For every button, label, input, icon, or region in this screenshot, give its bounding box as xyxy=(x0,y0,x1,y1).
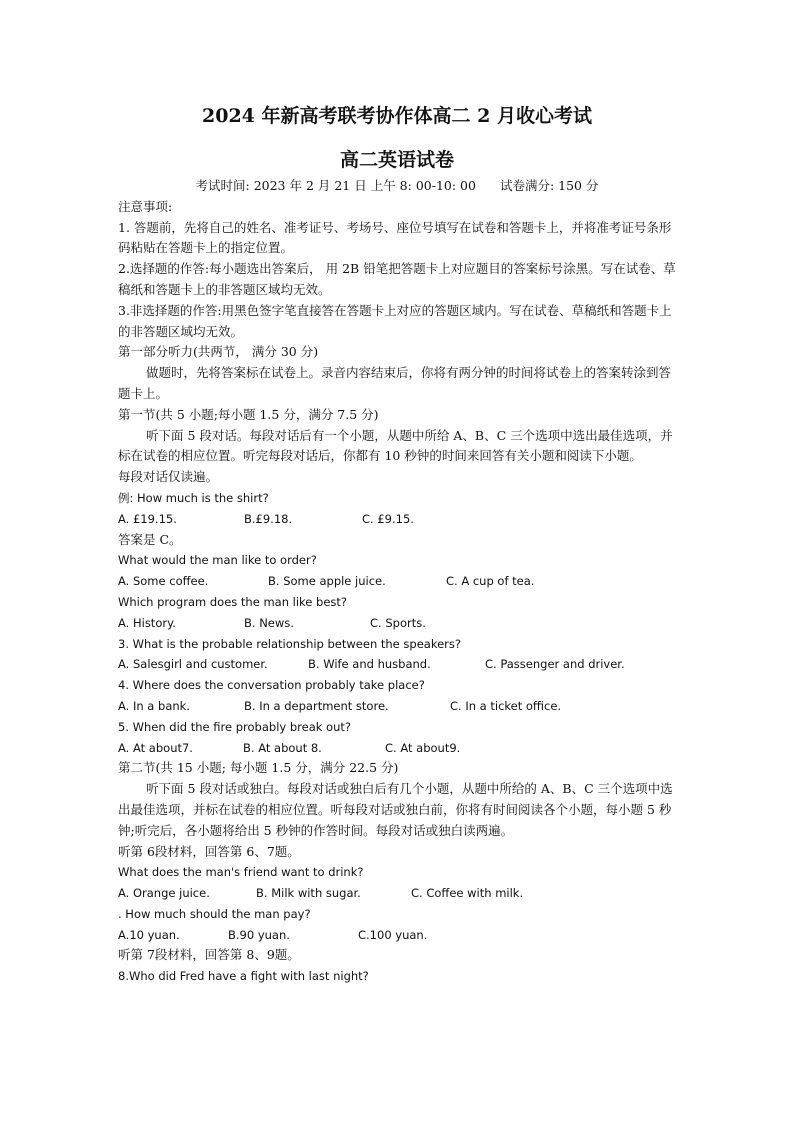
question-text: What does the man's friend want to drink? xyxy=(118,865,364,880)
exam-subtitle: 高二英语试卷 xyxy=(339,149,454,171)
option-a: A. History. xyxy=(118,615,176,630)
exam-meta xyxy=(118,176,676,197)
exam-title: 2024 年新高考联考协作体高二 2 月收心考试 xyxy=(202,105,592,127)
section1-heading: 第一节(共 5 小题;每小题 1.5 分，满分 7.5 分) xyxy=(118,406,379,422)
option-a: A. Salesgirl and customer. xyxy=(118,657,268,672)
section1-instruction: 听下面 5 段对话。每段对话后有一个小题，从题中所给 A、B、C 三个选项中选出最佳选项，并标在试卷的相应位置。听完每段对话后，你都有 10 秒钟的时间来回答有关小题和阅读下小题。 xyxy=(118,427,673,464)
example-options xyxy=(118,509,676,530)
option-b: B. News. xyxy=(244,615,294,630)
option-b: B. Wife and husband. xyxy=(308,657,431,672)
question-text: What would the man like to order? xyxy=(118,553,317,568)
section1-note: 每段对话仅读遍。 xyxy=(118,469,219,485)
material-6-note: 听第 6段材料，回答第 6、7题。 xyxy=(118,843,300,859)
option-a: A. £19.15. xyxy=(118,511,177,526)
option-c: C. Sports. xyxy=(370,615,426,630)
material-7-note: 听第 7段材料，回答第 8、9题。 xyxy=(118,947,300,963)
option-c: C. £9.15. xyxy=(362,511,414,526)
question-text: 3. What is the probable relationship between the speakers? xyxy=(118,636,461,651)
question-text: 5. When did the fire probably break out? xyxy=(118,719,351,734)
option-a: A. At about7. xyxy=(118,740,193,755)
option-b: B.£9.18. xyxy=(244,511,293,526)
question-options xyxy=(118,738,676,759)
notes-heading: 注意事项: xyxy=(118,198,173,214)
question-text: 4. Where does the conversation probably take place? xyxy=(118,678,425,693)
option-c: C.100 yuan. xyxy=(358,927,428,942)
option-b: B. In a department store. xyxy=(244,698,389,713)
option-c: C. Passenger and driver. xyxy=(485,657,625,672)
option-c: C. Coffee with milk. xyxy=(411,886,524,901)
question-options xyxy=(118,696,676,717)
option-b: B. Some apple juice. xyxy=(268,574,386,589)
option-a: A. Orange juice. xyxy=(118,886,210,901)
question-options xyxy=(118,883,676,904)
note-item: 2.选择题的作答:每小题选出答案后， 用 2B 铅笔把答题卡上对应题目的答案标号涂黑。写在试卷、草稿纸和答题卡上的非答题区域均无效。 xyxy=(118,261,676,297)
option-b: B. Milk with sugar. xyxy=(256,886,361,901)
full-score: 试卷满分: 150 分 xyxy=(499,178,599,193)
question-options xyxy=(118,654,676,675)
option-b: B.90 yuan. xyxy=(228,927,290,942)
question-options xyxy=(118,925,676,946)
exam-time: 考试时间: 2023 年 2 月 21 日 上午 8: 00-10: 00 xyxy=(195,178,476,193)
question-text: 8.Who did Fred have a fight with last night? xyxy=(118,969,369,984)
part1-instruction: 做题时，先将答案标在试卷上。录音内容结束后，你将有两分钟的时间将试卷上的答案转涂到答题卡上。 xyxy=(118,365,672,401)
option-c: C. In a ticket office. xyxy=(450,698,562,713)
section2-instruction: 听下面 5 段对话或独白。每段对话或独白后有几个小题，从题中所给的 A、B、C 三个选项中选出最佳选项，并标在试卷的相应位置。听每段对话或独白前，你将有时间阅读各个小题，每小题 5 秒钟;听完后，各小题将给出 5 秒钟的作答时间。每段对话或独白读两遍。 xyxy=(118,781,673,838)
note-item: 3.非选择题的作答:用黑色签字笔直接答在答题卡上对应的答题区域内。写在试卷、草稿纸和答题卡上的非答题区域均无效。 xyxy=(118,302,672,339)
section2-heading: 第二节(共 15 小题; 每小题 1.5 分，满分 22.5 分) xyxy=(118,760,399,776)
question-text: Which program does the man like best? xyxy=(118,594,347,609)
example-question: 例: How much is the shirt? xyxy=(118,490,269,505)
option-a: A. In a bank. xyxy=(118,698,190,713)
option-b: B. At about 8. xyxy=(243,740,322,755)
example-answer: 答案是 C。 xyxy=(118,531,182,547)
option-a: A.10 yuan. xyxy=(118,927,180,942)
option-c: C. A cup of tea. xyxy=(446,574,535,589)
question-options xyxy=(118,571,676,592)
option-a: A. Some coffee. xyxy=(118,574,209,589)
question-options xyxy=(118,613,676,634)
option-c: C. At about9. xyxy=(385,740,461,755)
question-text: . How much should the man pay? xyxy=(118,906,311,921)
note-item: 1. 答题前，先将自己的姓名、准考证号、考场号、座位号填写在试卷和答题卡上，并将准考证号条形码粘贴在答题卡上的指定位置。 xyxy=(118,219,672,256)
part1-heading: 第一部分听力(共两节， 满分 30 分) xyxy=(118,344,319,360)
